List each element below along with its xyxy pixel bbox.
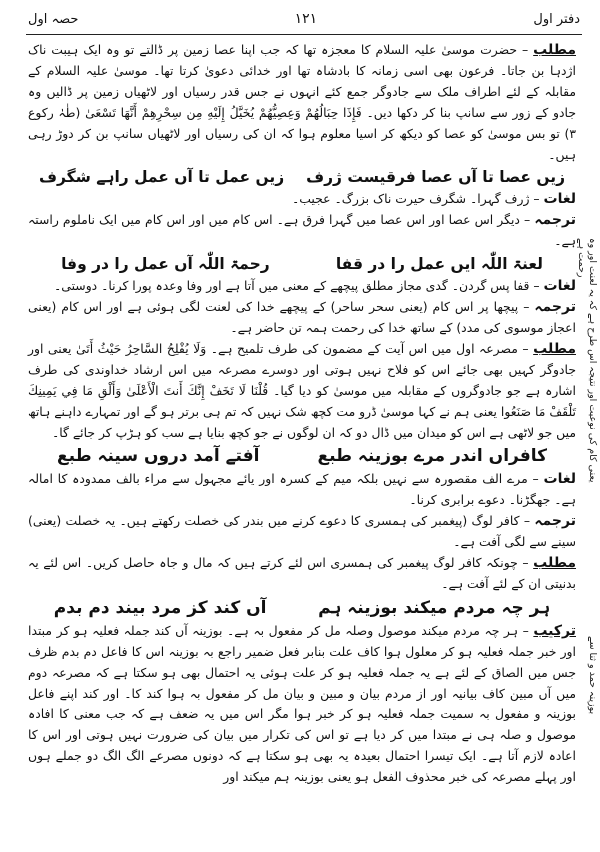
- section-text: چونکہ کافر لوگ پیغمبر کی ہمسری اس لئے کرتے ہیں کہ مال و جاہ حاصل کریں۔ اس لئے یہ بدنیتی ان کے لئے آفت ہے۔: [28, 555, 576, 591]
- margin-note-lower: بوزینہ حمد و ثنا سے: [587, 636, 598, 715]
- section-lughat-3: لغات – مرے الف مقصورہ سے نہیں بلکہ میم کے کسرہ اور یائے مجہول سے مراء بالف ممدودہ کا امالہ ہے۔ جھگڑنا۔ دعوے برابری کرنا۔: [28, 471, 576, 508]
- verse-2: [28, 252, 576, 276]
- section-matlab-3: مطلب – چونکہ کافر لوگ پیغمبر کی ہمسری اس لئے کرتے ہیں کہ مال و جاہ حاصل کریں۔ اس لئے یہ بدنیتی ان کے لئے آفت ہے۔: [28, 555, 576, 591]
- header-part-label: حصہ اول: [28, 11, 79, 27]
- section-tarkeeb: ترکیب – ہر چہ مردم میکند موصول وصلہ مل کر مفعول بہ ہے۔ بوزینہ آں کند جملہ فعلیہ ہو کر مبتدا اور خبر جملہ فعلیہ ہو کر معلول ہوا کاف علت بنابر فعل ضمیر راجع بہ بوزینہ اس کا فاعل دم بدم ظرف جس میں الصاق کے لئے ہے یہ جملہ فعلیہ ہو کر علت ہوئی یہ احتمال بھی ہو سکتا ہے کہ مصرعہ دوم میں آں مبین کاف بیانیہ اور از مردم بیان و مبین و بیان مل کر مفعول بہ ہوا کند کا۔ اور کند اپنے فاعل بوزینہ و مفعول بہ سمیت جملہ فعلیہ ہو کر خبر ہوا مگر اس میں یہ ضعف ہے کہ جب معنی کا افادہ موصول و صلہ ہی نے مبتدا میں کر دیا ہے تو اس کی تکرار میں بیان کی ضرورت نہیں ہوتی اور اس کا اعادہ لازم آتا ہے۔ ایک تیسرا احتمال بعیدہ یہ بھی ہو سکتا ہے کہ دونوں مصرعے الگ الگ دو جملے ہوں اور پہلے مصرعہ کی خبر محذوف الفعل ہو یعنی بوزینہ ہم میکند اور: [28, 622, 576, 785]
- section-text: قفا پس گردن۔ گدی مجاز مطلق پیچھے کے معنی میں آتا ہے اور وفا وعدہ پورا کرنا۔ دوستی۔: [53, 278, 530, 294]
- page-header: [28, 6, 580, 32]
- section-label: مطلب: [533, 555, 576, 572]
- section-label: مطلب: [533, 42, 576, 58]
- section-text: دیگر اس عصا اور اس عصا میں گہرا فرق ہے۔ اس کام میں اور اس کام میں ایک ناملوم راستہ ہے۔: [28, 212, 576, 249]
- section-label: ترجمہ: [534, 513, 576, 530]
- verse-hemistich-right: زیں عصا تا آں عصا فرقیست ژرف: [306, 168, 566, 187]
- verse-hemistich-right: لعنۃ اللّٰہ ایں عمل را در قفا: [335, 255, 543, 274]
- page-body: [28, 40, 576, 840]
- section-lughat-1: لغات – ژرف گہرا۔ شگرف حیرت ناک بزرگ۔ عجیب۔: [292, 191, 576, 208]
- section-text: مصرعہ اول میں اس آیت کے مضمون کی طرف تلمیح ہے۔ وَلَا يُفْلِحُ السَّاحِرُ حَيْثُ أَتَىٰ یعنی اور جادوگر کہیں بھی جائے اس کو فلاح نہیں ہوتی اور دوسرے مصرعہ میں اس ارشاد خداوندی کی طرف اشارہ ہے جو جادوگروں کے مقابلہ میں موسیٰ کو دیا گیا۔ قُلْنَا لَا تَخَفْ إِنَّكَ أَنتَ الْأَعْلَىٰ وَأَلْقِ مَا فِي يَمِينِكَ تَلْقَفْ مَا صَنَعُوا یعنی ہم نے کہا موسیٰ ڈرو مت کچھ شک نہیں کہ تم ہی برتر ہو گے اور تمہارے داہنے ہاتھ میں جو لاٹھی ہے اس کو میدان میں ڈال دو کہ ان لوگوں نے جو کچھ بنایا ہے سب کو ہڑپ کر جائے گا۔: [28, 340, 576, 440]
- section-matlab-2: مطلب – مصرعہ اول میں اس آیت کے مضمون کی طرف تلمیح ہے۔ وَلَا يُفْلِحُ السَّاحِرُ حَيْثُ أَتَىٰ یعنی اور جادوگر کہیں بھی جائے اس کو فلاح نہیں ہوتی اور دوسرے مصرعہ میں اس ارشاد خداوندی کی طرف اشارہ ہے جو جادوگروں کے مقابلہ میں موسیٰ کو دیا گیا۔ قُلْنَا لَا تَخَفْ إِنَّكَ أَنتَ الْأَعْلَىٰ وَأَلْقِ مَا فِي يَمِينِكَ تَلْقَفْ مَا صَنَعُوا یعنی ہم نے کہا موسیٰ ڈرو مت کچھ شک نہیں کہ تم ہی برتر ہو گے اور تمہارے داہنے ہاتھ میں جو لاٹھی ہے اس کو میدان میں ڈال دو کہ ان لوگوں نے جو کچھ بنایا ہے سب کو ہڑپ کر جائے گا۔: [28, 340, 576, 440]
- header-volume-label: دفتر اول: [533, 11, 580, 27]
- section-text: حضرت موسیٰ علیہ السلام کا معجزہ تھا کہ جب اپنا عصا زمین پر ڈالتے تو وہ ایک ہیبت ناک اژدہا بن جاتا۔ فرعون بھی اسی زمانہ کا بادشاہ تھا اور خدائی دعویٰ کرتا تھا۔ موسیٰ علیہ السلام کے مقابلہ کے لئے اطراف ملک سے جادوگر جمع کئے انہوں نے جس قدر رسیاں اور لاٹھیاں زمین پر ڈالیں وہ جادو کے زور سے سانپ بنا کر دکھا دیں۔ فَإِذَا حِبَالُهُمْ وَعِصِيُّهُمْ يُخَيَّلُ إِلَيْهِ مِن سِحْرِهِمْ أَنَّهَا تَسْعَىٰ (طٰہٰ رکوع ۳) تو بس موسیٰ کو عصا کو دیکھ کر اسیا معلوم ہوا کہ ان کی رسیاں اور لاٹھیاں سانپ بن کر دوڑ رہی ہیں۔: [28, 42, 576, 162]
- page-number: ۱۲۱: [294, 11, 318, 27]
- verse-hemistich-left: آفتے آمد دروں سینہ طبع: [57, 446, 260, 467]
- section-lughat-2: لغات – قفا پس گردن۔ گدی مجاز مطلق پیچھے کے معنی میں آتا ہے اور وفا وعدہ پورا کرنا۔ دوستی۔: [53, 278, 576, 295]
- section-label: لغات: [543, 471, 576, 488]
- section-text: ژرف گہرا۔ شگرف حیرت ناک بزرگ۔ عجیب۔: [292, 191, 530, 207]
- margin-note-upper: یعنی کام کی نوعیت اور نتیجہ اس طرح ہے کہ یہ لعنت اور وہ رحمت ہے: [576, 238, 598, 483]
- section-text: ہر چہ مردم میکند موصول وصلہ مل کر مفعول بہ ہے۔ بوزینہ آں کند جملہ فعلیہ ہو کر مبتدا اور خبر جملہ فعلیہ ہو کر معلول ہوا کاف علت بنابر فعل ضمیر راجع بہ بوزینہ اس کا فاعل دم بدم ظرف جس میں الصاق کے لئے ہے یہ جملہ فعلیہ ہو کر علت ہوئی یہ احتمال بھی ہو سکتا ہے کہ مصرعہ دوم میں آں مبین کاف بیانیہ اور از مردم بیان و مبین و بیان مل کر مفعول بہ ہوا کند کا۔ اور کند اپنے فاعل بوزینہ و مفعول بہ سمیت جملہ فعلیہ ہو کر خبر ہوا مگر اس میں یہ ضعف ہے کہ جب معنی کا افادہ موصول و صلہ ہی نے مبتدا میں کر دیا ہے تو اس کی تکرار میں بیان کی ضرورت نہیں ہوتی اور اس کا اعادہ لازم آتا ہے۔ ایک تیسرا احتمال بعیدہ یہ بھی ہو سکتا ہے کہ دونوں مصرعے الگ الگ دو جملے ہوں اور پہلے مصرعہ کی خبر محذوف الفعل ہو یعنی بوزینہ ہم میکند اور: [28, 622, 576, 785]
- verse-4: [28, 595, 576, 621]
- section-label: مطلب: [533, 340, 576, 357]
- verse-3: [28, 443, 576, 469]
- verse-hemistich-right: ہر چہ مردم میکند بوزینہ ہم: [318, 597, 551, 618]
- section-label: ترجمہ: [534, 212, 576, 229]
- verse-hemistich-left: رحمۃ اللّٰہ آں عمل را در وفا: [61, 255, 270, 274]
- section-text: کافر لوگ (پیغمبر کی ہمسری کا دعوے کرنے میں بندر کی خصلت رکھتے ہیں۔ یہ خصلت (یعنی) سینے سے لگی آفت ہے۔: [28, 513, 576, 550]
- header-divider: [26, 34, 582, 35]
- section-label: لغات: [543, 278, 576, 295]
- section-tarjuma-3: ترجمہ – کافر لوگ (پیغمبر کی ہمسری کا دعوے کرنے میں بندر کی خصلت رکھتے ہیں۔ یہ خصلت (یعنی) سینے سے لگی آفت ہے۔: [28, 513, 576, 550]
- verse-hemistich-left: آں کند کز مرد بیند دم بدم: [53, 597, 267, 618]
- section-text: پیچھا پر اس کام (یعنی سحر ساحر) کے پیچھے خدا کی لعنت لگی ہوئی ہے اور اس کام (یعنی اعجاز موسوی کی مدد) کے ساتھ خدا کی رحمت ہمہ تن حاضر ہے۔: [28, 299, 576, 335]
- section-tarjuma-1: ترجمہ – دیگر اس عصا اور اس عصا میں گہرا فرق ہے۔ اس کام میں اور اس کام میں ایک ناملوم راستہ ہے۔: [28, 212, 576, 249]
- section-label: ترجمہ: [534, 299, 576, 316]
- verse-hemistich-right: کافراں اندر مرے بوزینہ طبع: [317, 446, 547, 467]
- section-text: مرے الف مقصورہ سے نہیں بلکہ میم کے کسرہ اور یائے مجہول سے مراء بالف ممدودہ کا امالہ ہے۔ جھگڑنا۔ دعوے برابری کرنا۔: [28, 471, 576, 508]
- section-matlab-1: مطلب – حضرت موسیٰ علیہ السلام کا معجزہ تھا کہ جب اپنا عصا زمین پر ڈالتے تو وہ ایک ہیبت ناک اژدہا بن جاتا۔ فرعون بھی اسی زمانہ کا بادشاہ تھا اور خدائی دعویٰ کرتا تھا۔ موسیٰ علیہ السلام کے مقابلہ کے لئے اطراف ملک سے جادوگر جمع کئے انہوں نے جس قدر رسیاں اور لاٹھیاں زمین پر ڈالیں وہ جادو کے زور سے سانپ بنا کر دکھا دیں۔ فَإِذَا حِبَالُهُمْ وَعِصِيُّهُمْ يُخَيَّلُ إِلَيْهِ مِن سِحْرِهِمْ أَنَّهَا تَسْعَىٰ (طٰہٰ رکوع ۳) تو بس موسیٰ کو عصا کو دیکھ کر اسیا معلوم ہوا کہ ان کی رسیاں اور لاٹھیاں سانپ بن کر دوڑ رہی ہیں۔: [28, 42, 576, 162]
- section-label: لغات: [543, 191, 576, 208]
- section-label: ترکیب: [533, 622, 576, 639]
- section-tarjuma-2: ترجمہ – پیچھا پر اس کام (یعنی سحر ساحر) کے پیچھے خدا کی لعنت لگی ہوئی ہے اور اس کام (یعنی اعجاز موسوی کی مدد) کے ساتھ خدا کی رحمت ہمہ تن حاضر ہے۔: [28, 299, 576, 335]
- verse-1: [28, 165, 576, 189]
- verse-hemistich-left: زیں عمل تا آں عمل راہے شگرف: [38, 168, 285, 187]
